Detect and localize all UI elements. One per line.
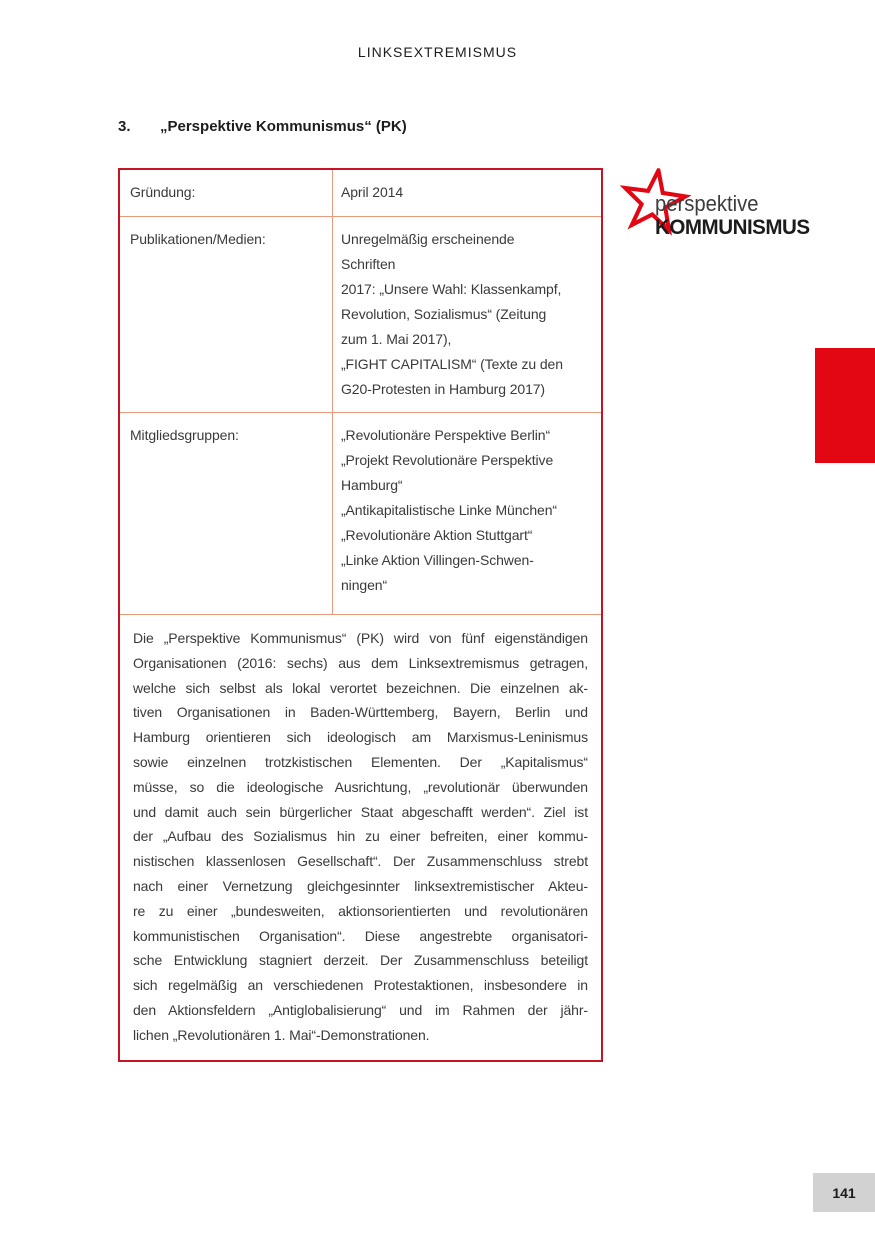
text-line: Unregelmäßig erscheinende [341,231,515,247]
text-line: tiven Organisationen in Baden-Württemberg, Bayern, Berlin und [133,704,588,721]
text-line: sche Entwicklung stagniert derzeit. Der Zusammenschluss beteiligt [133,952,588,969]
row-value-mitgliedsgruppen [332,413,601,614]
text-line: ningen“ [341,577,388,593]
text-line: lichen „Revolutionären 1. Mai“-Demonstrationen. [133,1026,430,1043]
text-line: sowie einzelnen trotzkistischen Elementen. Der „Kapitalismus“ [133,753,588,770]
text-line: Hamburg orientieren sich ideologisch am Marxismus-Leninismus [133,729,588,746]
text-line: „Revolutionäre Perspektive Berlin“ [341,427,551,443]
page-header: LINKSEXTREMISMUS [357,44,518,60]
text-line: kommunistischen Organisation“. Diese angestrebte organisatori- [133,927,588,944]
text-line: Revolution, Sozialismus“ (Zeitung [341,306,547,322]
text-line: re zu einer „bundesweiten, aktionsorientierten und revolutionären [133,902,588,919]
text-line: G20-Protesten in Hamburg 2017) [341,381,545,397]
text-line: Schriften [341,256,396,272]
text-line: den Aktionsfeldern „Antiglobalisierung“ und im Rahmen der jähr- [133,1001,588,1018]
row-value-publikationen [332,217,601,412]
text-line: Organisationen (2016: sechs) aus dem Linksextremismus getragen, [133,654,588,671]
text-line: welche sich selbst als lokal verortet bezeichnen. Die einzelnen ak- [133,679,588,696]
row-value-gruendung [332,170,601,216]
table-row [120,413,601,615]
text-line: „Projekt Revolutionäre Perspektive [341,452,554,468]
section-number: 3. [118,118,131,135]
section-title: „Perspektive Kommunismus“ (PK) [160,118,407,135]
text-line: Die „Perspektive Kommunismus“ (PK) wird von fünf eigenständigen [133,630,588,646]
infobox-table [118,168,603,1062]
chapter-thumb-tab [815,348,875,463]
page-number-badge: 141 [813,1173,875,1212]
text-line: April 2014 [341,184,404,200]
text-line: der „Aufbau des Sozialismus hin zu einer befreiten, einer kommu- [133,828,588,845]
text-line: „FIGHT CAPITALISM“ (Texte zu den [341,356,563,372]
row-label-gruendung: Gründung: [130,184,196,200]
logo-text [655,193,813,238]
text-line: „Linke Aktion Villingen-Schwen- [341,552,534,568]
table-row [120,170,601,217]
perspektive-kommunismus-logo [614,165,824,265]
logo-wordmark-kommunismus: KOMMUNISMUS [655,216,810,239]
logo-wordmark-perspektive: perspektive [655,191,759,216]
section-heading [118,118,678,135]
text-line: müsse, so die ideologische Ausrichtung, „revolutionär überwunden [133,778,588,795]
text-line: nach einer Vernetzung gleichgesinnter linksextremistischer Akteu- [133,877,588,894]
text-line: „Revolutionäre Aktion Stuttgart“ [341,527,533,543]
text-line: nistischen klassenlosen Gesellschaft“. Der Zusammenschluss strebt [133,853,588,870]
text-line: „Antikapitalistische Linke München“ [341,502,557,518]
row-label-mitgliedsgruppen: Mitgliedsgruppen: [130,427,239,443]
table-row [120,217,601,413]
text-line: Hamburg“ [341,477,403,493]
text-line: sich regelmäßig an verschiedenen Protestaktionen, insbesondere in [133,977,588,994]
infobox-description [120,615,601,1060]
text-line: und damit auch sein bürgerlicher Staat abgeschafft werden“. Ziel ist [133,803,588,820]
text-line: zum 1. Mai 2017), [341,331,452,347]
row-label-publikationen: Publikationen/Medien: [130,231,266,247]
text-line: 2017: „Unsere Wahl: Klassenkampf, [341,281,562,297]
